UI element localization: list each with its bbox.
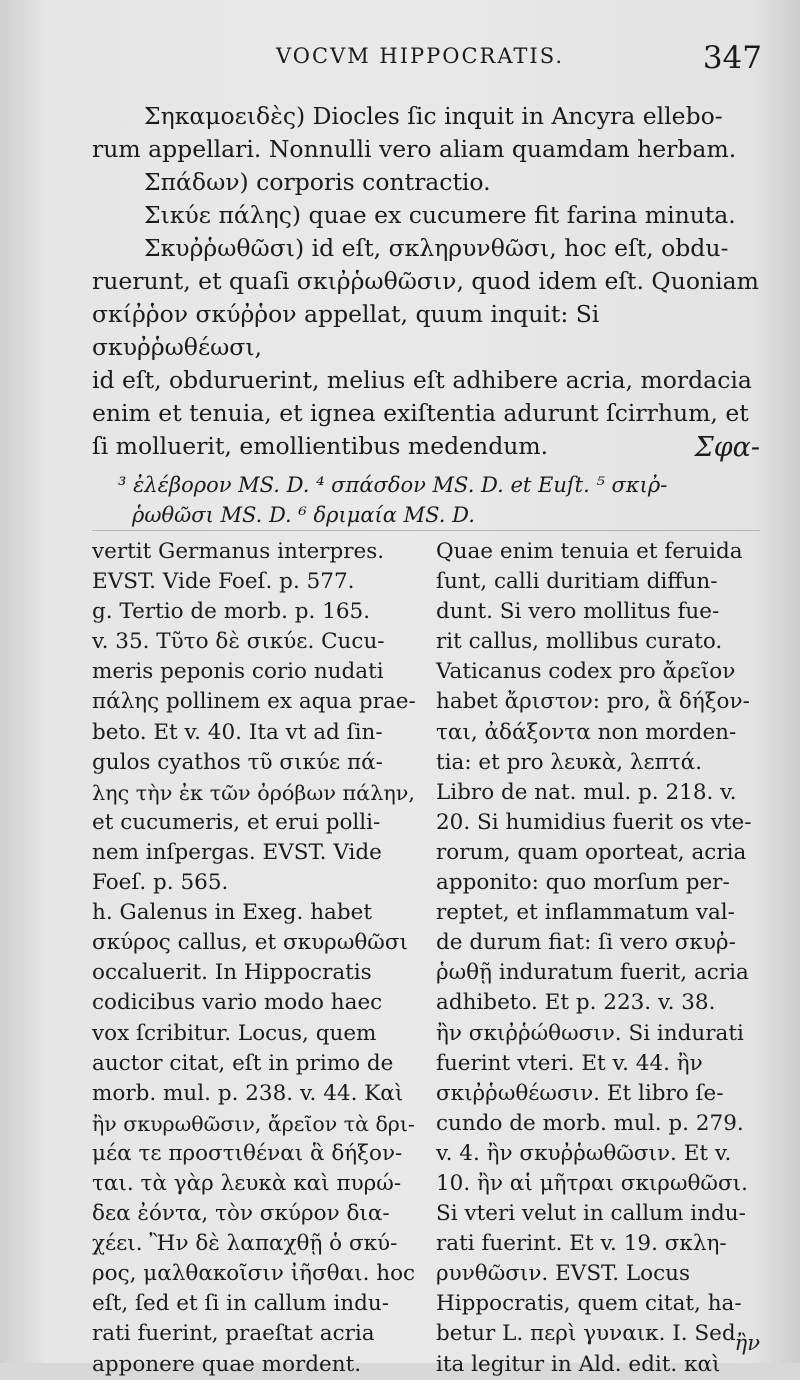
footnote-line: ῥωθῶσι MS. D. ⁶ δριμαία MS. D.	[132, 503, 475, 527]
footnote-line: ³ ἐλέβορον MS. D. ⁴ σπάσδον MS. D. et Euſt. ⁵ σκιῤ-	[118, 473, 668, 497]
right-column-line: cundo de morb. mul. p. 279.	[436, 1110, 744, 1136]
right-column-line: ται, ἀδάξοντα non morden-	[436, 719, 737, 745]
right-column-line: 10. ἢν αἱ μῆτραι σκιρωθῶσι.	[436, 1170, 748, 1196]
right-column-line: fuerint vteri. Et v. 44. ἢν	[436, 1050, 703, 1076]
main-text-line: Σηκαμοειδὲς) Diocles ſic inquit in Ancyra ellebo-	[144, 102, 723, 130]
left-column-line: χέει. Ἢν δὲ λαπαχθῇ ὁ σκύ-	[92, 1231, 398, 1257]
left-column-line: vertit Germanus interpres.	[92, 539, 385, 564]
left-column-line: rati fuerint, praeſtat acria	[92, 1321, 375, 1347]
left-column-line: meris peponis corio nudati	[92, 659, 384, 685]
left-column-line: Foeſ. p. 565.	[92, 870, 229, 896]
left-column-line: apponere quae mordent.	[92, 1351, 362, 1377]
right-column-line: apponito: quo morſum per-	[436, 870, 730, 896]
right-column-line: tia: et pro λευκὰ, λεπτά.	[436, 749, 703, 775]
right-column-line: de durum fiat: ſi vero σκυῤ-	[436, 930, 736, 956]
left-column-line: g. Tertio de morb. p. 165.	[92, 599, 371, 625]
left-column-line: δεα ἐόντα, τὸν σκύρον δια-	[92, 1201, 390, 1227]
right-column-line: ἢν σκιῤῥώθωσιν. Si indurati	[436, 1020, 744, 1046]
right-column-line: ῥωθῇ induratum fuerit, acria	[436, 960, 749, 986]
right-column-end: ἢν	[734, 1331, 760, 1355]
main-text-line: σκίῤῥον σκύῤῥον appellat, quum inquit: Si σκυῤῥωθέωσι,	[92, 300, 600, 361]
left-column-line: et cucumeris, et erui polli-	[92, 809, 381, 835]
left-column-line: λης τὴν ἐκ τῶν ὀρόβων πάλην,	[92, 780, 415, 805]
right-column-line: betur L. περὶ γυναικ. I. Sed	[436, 1321, 736, 1347]
left-column-line: μέα τε προστιθέναι ἃ δήξον-	[92, 1140, 403, 1166]
right-column-line: Quae enim tenuia et feruida	[436, 539, 743, 564]
right-column-line: Hippocratis, quem citat, ha-	[436, 1291, 742, 1317]
left-column-line: πάλης pollinem ex aqua prae-	[92, 689, 416, 715]
right-column-line: Vaticanus codex pro ἄρεῖον	[436, 659, 736, 685]
left-column-line: σκύρος callus, et σκυρωθῶσι	[92, 930, 408, 956]
main-text-line: Σπάδων) corporis contractio.	[144, 168, 491, 196]
right-column-line: dunt. Si vero mollitus fue-	[436, 599, 720, 625]
left-column-line: eſt, ſed et ſi in callum indu-	[92, 1291, 389, 1317]
page-number: 347	[702, 40, 762, 76]
left-column-line: ἢν σκυρωθῶσιν, ἄρεῖον τὰ δρι-	[92, 1111, 415, 1136]
left-column-line: morb. mul. p. 238. v. 44. Καὶ	[92, 1080, 404, 1106]
left-column-line: gulos cyathos τῦ σικύε πά-	[92, 749, 383, 775]
left-column-line: codicibus vario modo haec	[92, 990, 383, 1016]
right-column-line: reptet, et inflammatum val-	[436, 900, 735, 926]
catchword: Σφα-	[694, 432, 760, 463]
left-column-line: auctor citat, eſt in primo de	[92, 1050, 394, 1076]
left-column-line: ρος, μαλθακοῖσιν ἰῆσθαι. hoc	[92, 1261, 416, 1287]
main-text-line: Σικύε πάλης) quae ex cucumere fit farina minuta.	[144, 201, 736, 229]
right-column-line: σκιῤῥωθέωσιν. Et libro ſe-	[436, 1080, 724, 1106]
left-column	[92, 537, 422, 1380]
left-column-line: vox ſcribitur. Locus, quem	[92, 1020, 377, 1046]
right-column-line: ſunt, calli duritiam diffun-	[436, 569, 718, 595]
right-column-line: rorum, quam oporteat, acria	[436, 839, 747, 865]
main-text-line: ruerunt, et quaſi σκιῤῥωθῶσιν, quod idem eſt. Quoniam	[92, 267, 759, 295]
main-text-line: rum appellari. Nonnulli vero aliam quamdam herbam.	[92, 135, 737, 163]
left-column-line: EVST. Vide Foeſ. p. 577.	[92, 569, 355, 595]
left-column-line: nem inſpergas. EVST. Vide	[92, 839, 382, 865]
left-column-line: occaluerit. In Hippocratis	[92, 960, 372, 986]
right-column-line: v. 4. ἢν σκυῤῥωθῶσιν. Et v.	[436, 1140, 732, 1166]
left-column-line: beto. Et v. 40. Ita vt ad ſin-	[92, 719, 383, 745]
left-column-line: ται. τὰ γὰρ λευκὰ καὶ πυρώ-	[92, 1170, 402, 1196]
right-column-line: ρυνθῶσιν. EVST. Locus	[436, 1261, 691, 1287]
main-text-block	[92, 100, 760, 463]
right-column	[436, 537, 764, 1380]
divider	[92, 530, 760, 531]
right-column-line: 20. Si humidius fuerit os vte-	[436, 809, 752, 835]
main-text-line: Σκυῤῥωθῶσι) id eſt, σκληρυνθῶσι, hoc eſt, obdu-	[144, 234, 729, 262]
right-column-line: rati fuerint. Et v. 19. σκλη-	[436, 1231, 727, 1257]
right-column-line: habet ἄριστον: pro, ἃ δήξον-	[436, 689, 750, 715]
right-column-line: Libro de nat. mul. p. 218. v.	[436, 779, 737, 805]
main-text-line: ſi molluerit, emollientibus medendum.	[92, 432, 549, 460]
right-column-line: rit callus, mollibus curato.	[436, 629, 723, 655]
running-title: VOCVM HIPPOCRATIS.	[275, 44, 565, 68]
right-column-line: Si vteri velut in callum indu-	[436, 1201, 746, 1227]
right-column-line: ita legitur in Ald. edit. καὶ	[436, 1351, 721, 1377]
left-column-line: h. Galenus in Exeg. habet	[92, 900, 372, 926]
left-column-line: v. 35. Τῦτο δὲ σικύε. Cucu-	[92, 629, 385, 655]
right-column-line: adhibeto. Et p. 223. v. 38.	[436, 990, 716, 1016]
main-text-line: id eſt, obduruerint, melius eſt adhibere acria, mordacia	[92, 366, 752, 394]
main-text-line: enim et tenuia, et ignea exiſtentia adurunt ſcirrhum, et	[92, 399, 749, 427]
